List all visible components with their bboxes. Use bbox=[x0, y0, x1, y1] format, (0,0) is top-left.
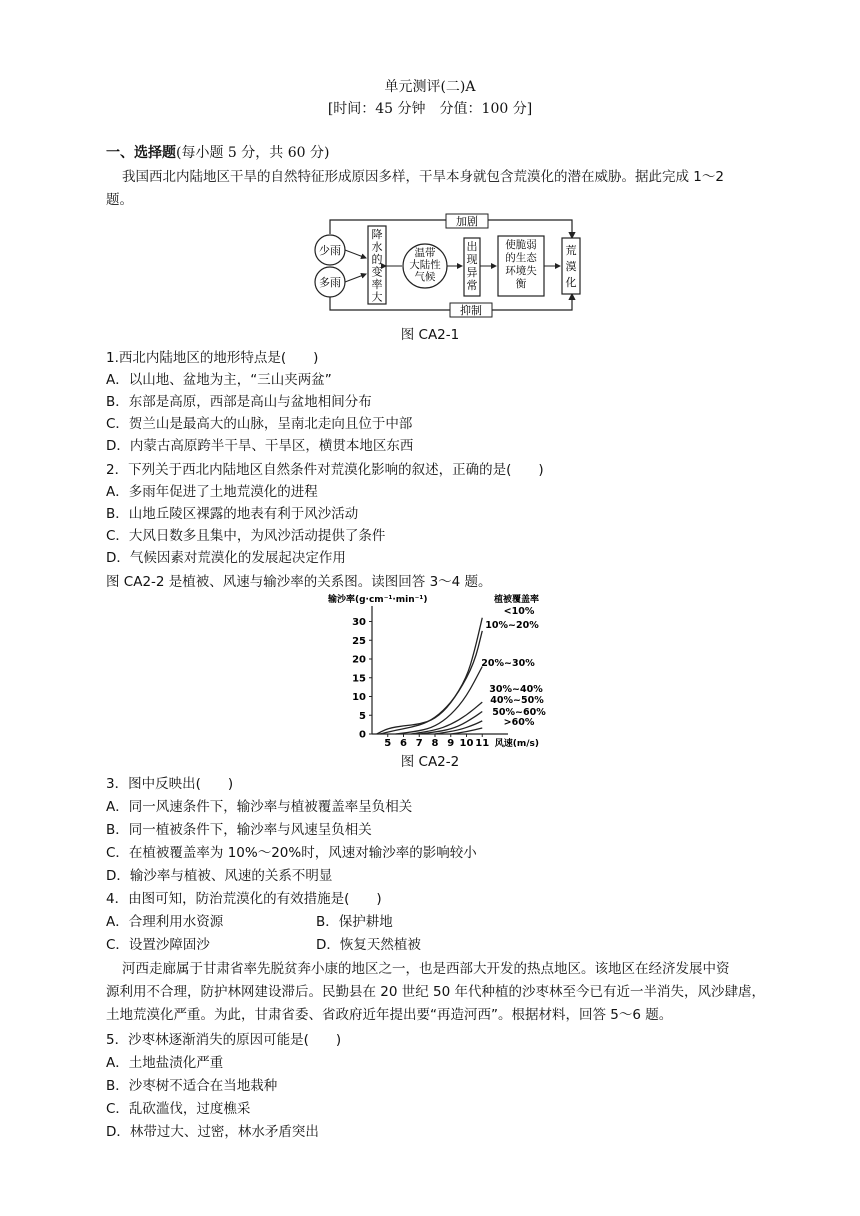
series-line bbox=[396, 667, 483, 735]
desertification-char: 荒 bbox=[565, 244, 577, 257]
fragile-env-line: 的生态 bbox=[505, 252, 537, 264]
q1-stem: 1.西北内陆地区的地形特点是( ) bbox=[106, 350, 319, 366]
exam-meta: [时间：45 分钟 分值：100 分] bbox=[327, 101, 533, 117]
precip-variability-char: 水 bbox=[371, 240, 383, 254]
q1-option-d: D．内蒙古高原跨半干旱、干旱区，横贯本地区东西 bbox=[106, 438, 414, 454]
y-tick-label: 10 bbox=[352, 692, 366, 703]
x-tick-label: 6 bbox=[400, 738, 407, 749]
climate-line: 温带 bbox=[414, 247, 436, 259]
section-heading bbox=[106, 143, 329, 163]
fragile-env-line: 使脆弱 bbox=[505, 239, 537, 251]
q5-option-c: C．乱砍滥伐，过度樵采 bbox=[106, 1101, 251, 1117]
figure2-caption: 图 CA2-2 bbox=[400, 754, 460, 770]
intro3-line3: 土地荒漠化严重。为此，甘肃省委、省政府近年提出要“再造河西”。根据材料，回答 5～6 题。 bbox=[106, 1007, 673, 1023]
q3-option-d: D．输沙率与植被、风速的关系不明显 bbox=[106, 868, 333, 884]
q5-option-a: A．土地盐渍化严重 bbox=[106, 1055, 224, 1071]
y-tick-label: 20 bbox=[352, 654, 366, 666]
section-heading-label: 一、选择题 bbox=[106, 145, 176, 161]
climate-line: 气候 bbox=[414, 271, 436, 283]
intro2: 图 CA2-2 是植被、风速与输沙率的关系图。读图回答 3～4 题。 bbox=[106, 574, 492, 590]
abnormal-char: 出 bbox=[466, 240, 478, 253]
y-tick-label: 15 bbox=[352, 673, 366, 685]
figure2-chart bbox=[320, 592, 546, 749]
series-label: 30%~40% bbox=[489, 684, 543, 695]
inhibit-label: 抑制 bbox=[460, 304, 482, 317]
intro3-line1: 河西走廊属于甘肃省率先脱贫奔小康的地区之一，也是西部大开发的热点地区。该地区在经济发展中资 bbox=[122, 961, 730, 977]
figure1-diagram bbox=[310, 212, 580, 320]
series-line bbox=[380, 631, 482, 734]
q1-option-a: A．以山地、盆地为主，“三山夹两盆” bbox=[106, 372, 332, 388]
series-label: <10% bbox=[503, 606, 535, 617]
series-label: >60% bbox=[503, 717, 535, 728]
abnormal-label bbox=[467, 239, 478, 292]
abnormal-char: 异 bbox=[466, 266, 478, 279]
less-rain-label: 少雨 bbox=[319, 244, 341, 257]
q2-option-d: D．气候因素对荒漠化的发展起决定作用 bbox=[106, 550, 346, 566]
q4-option-c: C．设置沙障固沙 bbox=[106, 937, 210, 953]
q3-option-b: B．同一植被条件下，输沙率与风速呈负相关 bbox=[106, 822, 372, 838]
climate-line: 大陆性 bbox=[409, 259, 441, 271]
q5-stem: 5．沙枣林逐渐消失的原因可能是( ) bbox=[106, 1032, 342, 1048]
series-line bbox=[377, 618, 483, 734]
q4-option-b: B．保护耕地 bbox=[316, 914, 393, 930]
precip-variability-char: 变 bbox=[371, 265, 383, 279]
series-label: 50%~60% bbox=[492, 707, 546, 718]
q2-option-a: A．多雨年促进了土地荒漠化的进程 bbox=[106, 484, 318, 500]
more-rain-label: 多雨 bbox=[319, 276, 341, 289]
x-tick-label: 11 bbox=[475, 738, 490, 749]
x-tick-label: 9 bbox=[447, 738, 455, 749]
x-tick-label: 7 bbox=[415, 738, 423, 749]
q2-stem: 2．下列关于西北内陆地区自然条件对荒漠化影响的叙述，正确的是( ) bbox=[106, 462, 544, 478]
y-axis-label: 输沙率(g·cm⁻¹·min⁻¹) bbox=[328, 595, 428, 605]
precip-variability-char: 降 bbox=[371, 228, 383, 241]
abnormal-char: 现 bbox=[466, 253, 478, 266]
x-tick-label: 10 bbox=[459, 738, 474, 749]
series-label: 40%~50% bbox=[490, 695, 544, 706]
figure1-caption: 图 CA2-1 bbox=[400, 327, 460, 343]
x-tick-label: 8 bbox=[431, 738, 439, 749]
intro1-line2: 题。 bbox=[106, 192, 133, 208]
precip-variability-label bbox=[372, 227, 383, 304]
legend-title: 植被覆盖率 bbox=[493, 595, 539, 605]
series-label: 10%~20% bbox=[485, 620, 539, 631]
desertification-char: 化 bbox=[565, 276, 577, 289]
page-title: 单元测评(二)A bbox=[384, 79, 476, 95]
q4-stem: 4．由图可知，防治荒漠化的有效措施是( ) bbox=[106, 891, 382, 907]
desertification-label bbox=[566, 243, 577, 289]
q2-option-c: C．大风日数多且集中，为风沙活动提供了条件 bbox=[106, 528, 386, 544]
q3-option-c: C．在植被覆盖率为 10%～20%时，风速对输沙率的影响较小 bbox=[106, 845, 477, 861]
fragile-env-line: 环境失 bbox=[505, 265, 537, 277]
abnormal-char: 常 bbox=[466, 279, 478, 292]
y-tick-label: 30 bbox=[352, 617, 366, 628]
q2-option-b: B．山地丘陵区裸露的地表有利于风沙活动 bbox=[106, 506, 359, 522]
intensify-label: 加剧 bbox=[456, 215, 478, 228]
precip-variability-char: 大 bbox=[371, 290, 383, 304]
y-tick-label: 25 bbox=[352, 635, 366, 647]
intro3-line2: 源利用不合理，防护林网建设滞后。民勤县在 20 世纪 50 年代种植的沙枣林至今已有近一半消失，风沙肆虐， bbox=[106, 984, 766, 1000]
q5-option-b: B．沙枣树不适合在当地栽种 bbox=[106, 1078, 278, 1094]
q3-option-a: A．同一风速条件下，输沙率与植被覆盖率呈负相关 bbox=[106, 799, 413, 815]
series-label: 20%~30% bbox=[481, 658, 535, 669]
precip-variability-char: 率 bbox=[371, 278, 383, 291]
q4-option-d: D．恢复天然植被 bbox=[316, 937, 421, 953]
x-tick-label: 5 bbox=[384, 738, 392, 749]
section-heading-note: (每小题 5 分，共 60 分) bbox=[176, 145, 330, 161]
fragile-env-line: 衡 bbox=[515, 278, 527, 290]
q1-option-c: C．贺兰山是最高大的山脉，呈南北走向且位于中部 bbox=[106, 416, 413, 432]
desertification-char: 漠 bbox=[565, 260, 577, 273]
x-axis-label: 风速(m/s) bbox=[494, 739, 539, 749]
q1-option-b: B．东部是高原，西部是高山与盆地相间分布 bbox=[106, 394, 372, 410]
intro1-line1: 我国西北内陆地区干旱的自然特征形成原因多样，干旱本身就包含荒漠化的潜在威胁。据此完成 1～2 bbox=[122, 169, 724, 185]
y-tick-label: 5 bbox=[359, 710, 366, 722]
q3-stem: 3．图中反映出( ) bbox=[106, 776, 234, 792]
q4-option-a: A．合理利用水资源 bbox=[106, 914, 224, 930]
y-tick-label: 0 bbox=[359, 729, 366, 741]
precip-variability-char: 的 bbox=[371, 253, 383, 266]
q5-option-d: D．林带过大、过密，林水矛盾突出 bbox=[106, 1124, 319, 1140]
